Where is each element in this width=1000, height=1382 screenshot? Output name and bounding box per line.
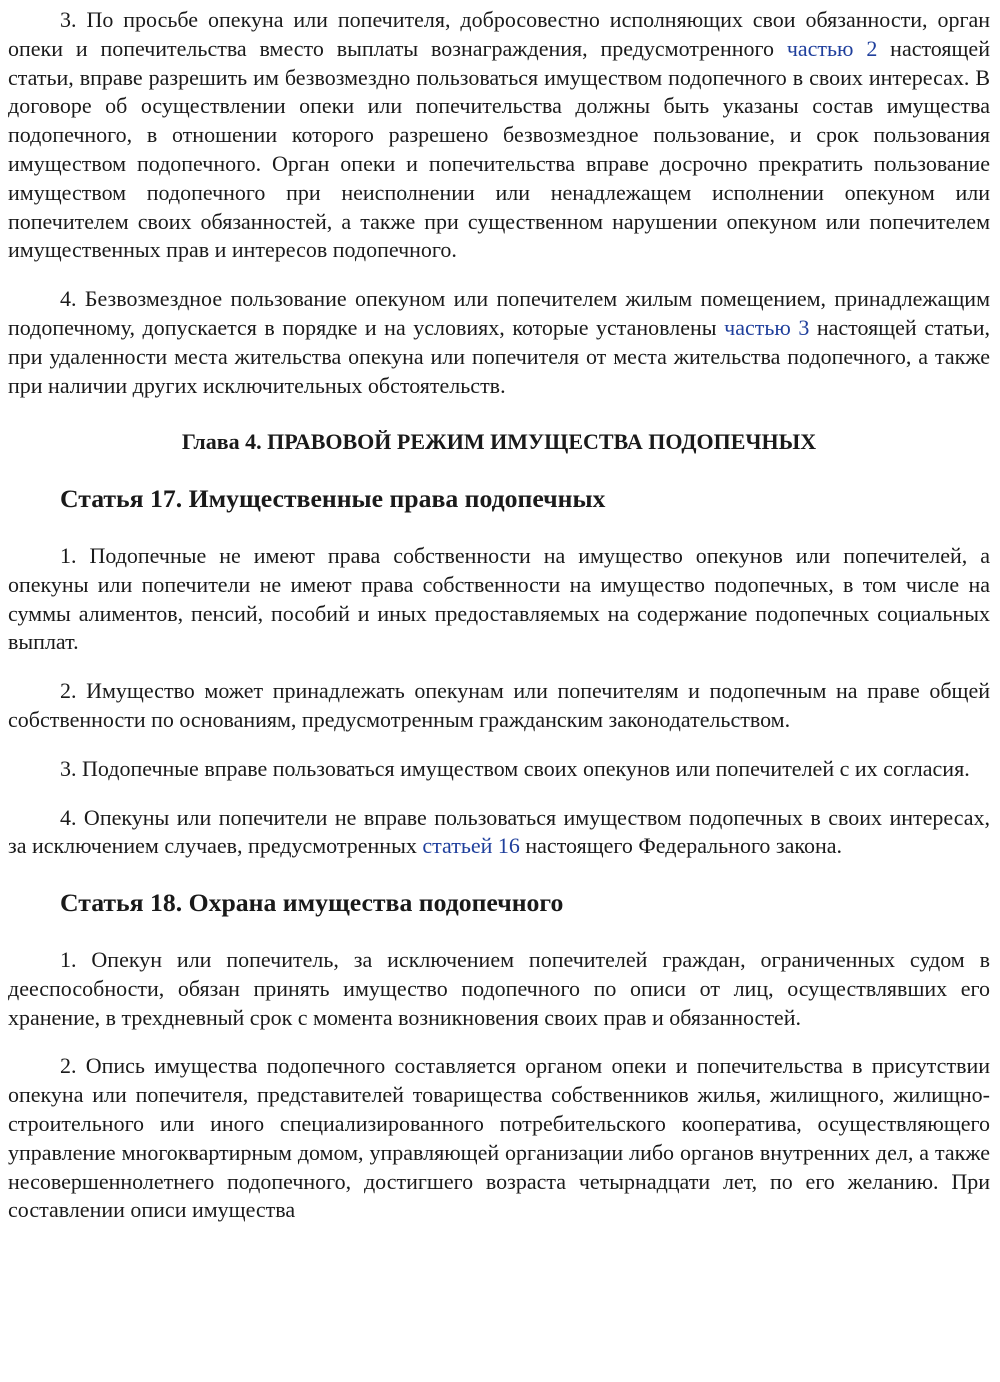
paragraph-18-1: 1. Опекун или попечитель, за исключением попечителей граждан, ограниченных судом в дееспособности, обязан принять имущество подопечного по описи от лиц, осуществлявших его хранение, в трехдневный срок с момента возникновения своих прав и обязанностей. [8,946,990,1030]
article-18-title: Статья 18. Охрана имущества подопечного [60,888,564,918]
paragraph-text: 4. Безвозмездное пользование опекуном или попечителем жилым помещением, принадлежащим подопечному, допускается в порядке и на условиях, которые установлены [8,286,990,340]
paragraph-18-2: 2. Опись имущества подопечного составляется органом опеки и попечительства в присутствии опекуна или попечителя, представителей товарищества собственников жилья, жилищного, жилищно-строительного или иного специализированного потребительского кооператива, осуществляющего управление многоквартирным домом, управляющей организации либо органов внутренних дел, а также несовершеннолетнего подопечного, достигшего возраста четырнадцати лет, по его желанию. При составлении описи имущества [8,1053,990,1223]
link-part-3[interactable]: частью 3 [724,314,810,340]
paragraph-text: 4. Опекуны или попечители не вправе пользоваться имуществом подопечных в своих интересах, за исключением случаев, предусмотренных [8,804,990,859]
paragraph-text: настоящей статьи, при удаленности места жительства опекуна или попечителя от места жительства подопечного, а также при наличии других исключительных обстоятельств. [8,314,990,398]
link-article-16[interactable]: статьей 16 [422,833,520,859]
article-17-title: Статья 17. Имущественные права подопечных [60,484,606,514]
paragraph-16-3 [8,6,990,265]
paragraph-17-1: 1. Подопечные не имеют права собственности на имущество опекунов или попечителей, а опекуны или попечители не имеют права собственности на имущество подопечных, в том числе на суммы алиментов, пенсий, пособий и иных предоставляемых на содержание подопечных социальных выплат. [8,542,990,655]
paragraph-text: настоящего Федерального закона. [519,833,842,859]
paragraph-17-2: 2. Имущество может принадлежать опекунам или попечителям и подопечным на праве общей собственности по основаниям, предусмотренным гражданским законодательством. [8,678,990,732]
document-page [8,0,990,1225]
paragraph-17-4 [8,804,990,862]
link-part-2[interactable]: частью 2 [786,35,878,61]
paragraph-16-4 [8,285,990,400]
chapter-title: Глава 4. ПРАВОВОЙ РЕЖИМ ИМУЩЕСТВА ПОДОПЕЧНЫХ [181,429,817,455]
paragraph-text: 3. По просьбе опекуна или попечителя, добросовестно исполняющих свои обязанности, орган опеки и попечительства вместо выплаты вознаграждения, предусмотренного [8,7,990,61]
paragraph-17-3: 3. Подопечные вправе пользоваться имуществом своих опекунов или попечителей с их согласия. [60,755,970,781]
paragraph-text: настоящей статьи, вправе разрешить им безвозмездно пользоваться имуществом подопечного в своих интересах. В договоре об осуществлении опеки или попечительства должны быть указаны состав имущества подопечного, в отношении которого разрешено безвозмездное пользование, и срок пользования имуществом подопечного. Орган опеки и попечительства вправе досрочно прекратить пользование имуществом подопечного при неисполнении или ненадлежащем исполнении опекуном или попечителем своих обязанностей, а также при существенном нарушении опекуном или попечителем имущественных прав и интересов подопечного. [8,35,990,263]
